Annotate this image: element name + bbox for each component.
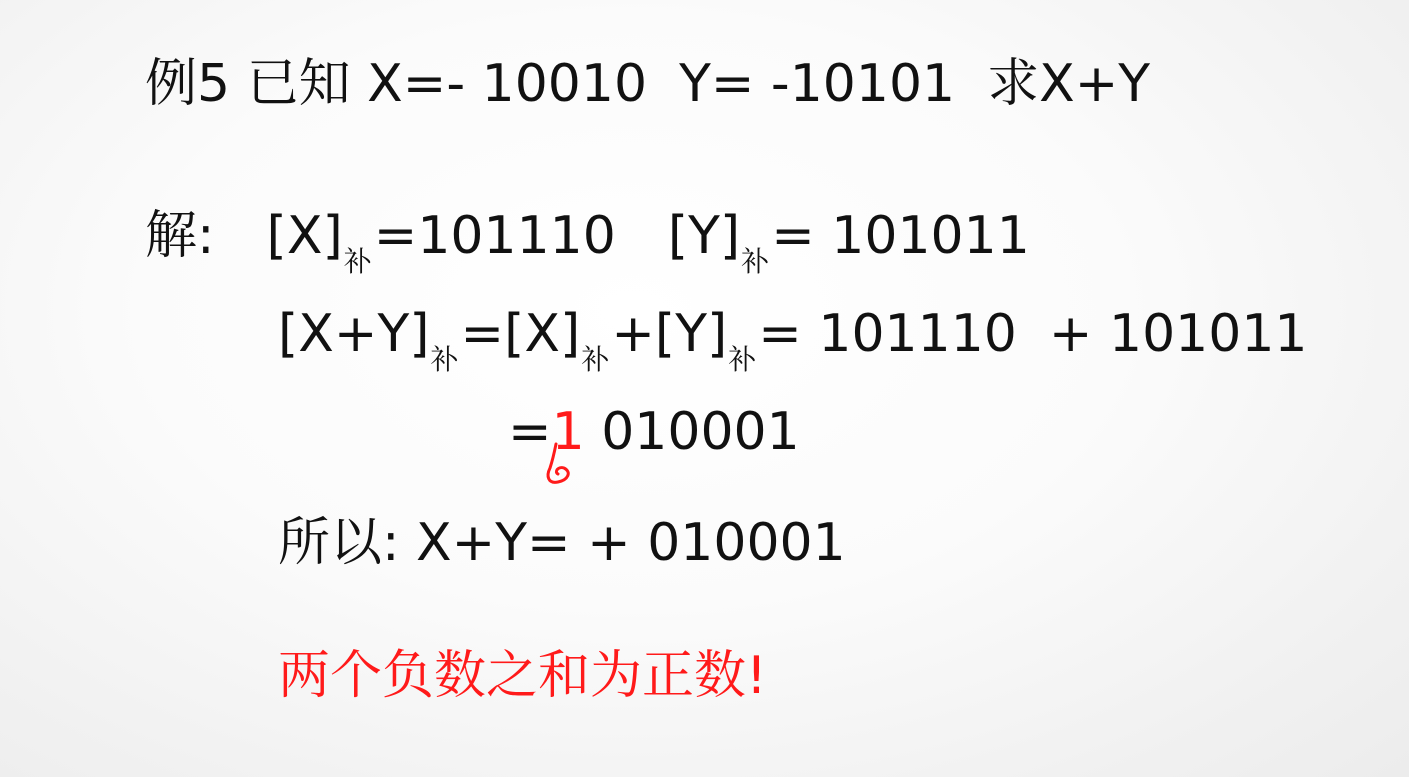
sum-lhs-subscript: 补	[430, 343, 459, 376]
sum-lhs-bracket: [X+Y]	[278, 304, 430, 364]
sum-equation	[278, 304, 1308, 376]
conclusion: 所以: X+Y= + 010001	[278, 513, 846, 573]
x-complement-bracket: [X]	[266, 206, 343, 266]
x-complement-subscript: 补	[343, 245, 372, 278]
carry-bit: 1	[551, 402, 585, 462]
result-value: 010001	[584, 402, 800, 462]
sum-rhs-second: + 101011	[1048, 304, 1308, 364]
y-complement-bracket: [Y]	[667, 206, 741, 266]
sum-x-subscript: 补	[581, 343, 610, 376]
solution-complement-values	[145, 206, 1030, 278]
y-complement-subscript: 补	[741, 245, 770, 278]
y-complement-value: = 101011	[771, 206, 1030, 266]
x-complement-value: =101110	[373, 206, 616, 266]
problem-ask: 求X+Y	[987, 54, 1151, 114]
sum-eq-x: =[X]	[460, 304, 581, 364]
sum-plus-y: +[Y]	[611, 304, 728, 364]
overflow-note: 两个负数之和为正数!	[278, 646, 767, 706]
sum-rhs-first: = 101110	[758, 304, 1017, 364]
problem-statement	[145, 54, 1150, 114]
problem-given-y: Y= -10101	[679, 54, 956, 114]
sum-y-subscript: 补	[728, 343, 757, 376]
result-equals: =	[508, 402, 552, 462]
problem-given-x: 例5 已知 X=- 10010	[145, 54, 648, 114]
carry-overflow-annotation	[536, 438, 586, 486]
solution-label: 解:	[145, 206, 215, 266]
